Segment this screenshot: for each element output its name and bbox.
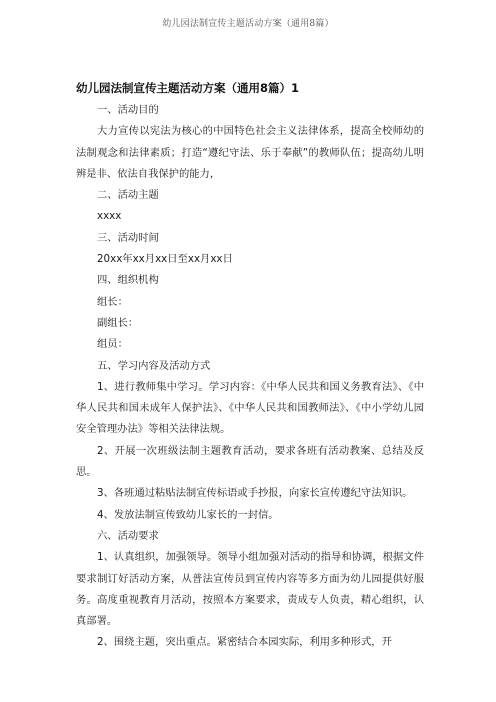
paragraph-theme: xxxx	[97, 210, 122, 223]
list-item-content-1: 1、进行教师集中学习。学习内容：《中华人民共和国义务教育法》、《中华人民共和国未成年人保护法》、《中华人民共和国教师法》、《中小学幼儿园安全管理办法》等相关法律法规。	[76, 380, 424, 436]
running-header: 幼儿园法制宣传主题活动方案（通用8篇）	[162, 19, 334, 29]
list-item-requirement-1: 1、认真组织，加强领导。领导小组加强对活动的指导和协调，根据文件要求制订好活动方案，从普法宣传员到宣传内容等多方面为幼儿园提供好服务。高度重视教育月活动，按照本方案要求，责成专人负责，精心组织，认真部署。	[76, 551, 424, 628]
paragraph-purpose: 大力宣传以宪法为核心的中国特色社会主义法律体系，提高全校师幼的法制观念和法律素质；打造“遵纪守法、乐于奉献”的教师队伍；提高幼儿明辨是非、依法自我保护的能力，	[76, 125, 424, 180]
paragraph-leader: 组长：	[97, 295, 128, 308]
paragraph-time: 20xx年xx月xx日至xx月xx日	[97, 253, 233, 266]
section-heading-purpose: 一、活动目的	[97, 104, 159, 116]
document-body	[76, 78, 424, 654]
section-heading-time: 三、活动时间	[97, 231, 159, 244]
section-heading-content: 五、学习内容及活动方式	[97, 359, 211, 372]
list-item-content-3: 3、各班通过粘贴法制宣传标语或手抄报，向家长宣传遵纪守法知识。	[97, 487, 413, 500]
section-heading-theme: 二、活动主题	[97, 189, 159, 202]
list-item-content-2: 2、开展一次班级法制主题教育活动，要求各班有活动教案、总结及反思。	[76, 444, 424, 479]
section-heading-organization: 四、组织机构	[97, 274, 159, 287]
list-item-requirement-2: 2、围绕主题，突出重点。紧密结合本园实际，利用多种形式，开	[97, 636, 392, 649]
list-item-content-4: 4、发放法制宣传致幼儿家长的一封信。	[97, 508, 279, 521]
paragraph-deputy-leader: 副组长：	[97, 316, 139, 329]
document-title: 幼儿园法制宣传主题活动方案（通用8篇）1	[76, 81, 300, 95]
paragraph-members: 组员：	[97, 338, 128, 351]
section-heading-requirements: 六、活动要求	[97, 529, 159, 542]
